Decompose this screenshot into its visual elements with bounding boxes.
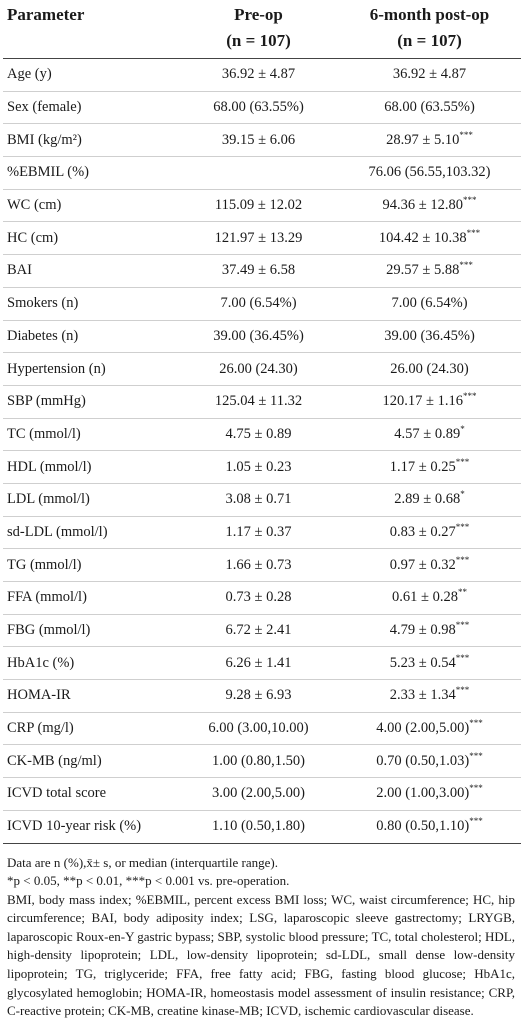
cell-postop-value: 68.00 (63.55%) — [384, 99, 475, 116]
table-row — [3, 647, 521, 680]
cell-postop — [338, 778, 521, 811]
cell-postop-value: 2.89 ± 0.68 — [394, 491, 461, 508]
significance-marker: * — [460, 489, 465, 500]
table-row — [3, 778, 521, 811]
cell-postop — [338, 712, 521, 745]
cell-parameter: HC (cm) — [3, 222, 179, 255]
table-row — [3, 222, 521, 255]
cell-postop-value: 5.23 ± 0.54 — [389, 654, 456, 671]
cell-postop — [338, 320, 521, 353]
header-preop-n: (n = 107) — [226, 31, 291, 50]
cell-parameter: FBG (mmol/l) — [3, 614, 179, 647]
cell-parameter: Age (y) — [3, 59, 179, 92]
table-body — [3, 59, 521, 844]
footnote-significance: *p < 0.05, **p < 0.01, ***p < 0.001 vs. pre-operation. — [7, 873, 290, 889]
cell-parameter: Hypertension (n) — [3, 353, 179, 386]
cell-preop: 7.00 (6.54%) — [179, 287, 338, 320]
header-preop-title: Pre-op — [234, 5, 283, 24]
cell-postop — [338, 189, 521, 222]
table-row — [3, 483, 521, 516]
cell-postop-value: 120.17 ± 1.16 — [382, 393, 463, 410]
cell-parameter: Smokers (n) — [3, 287, 179, 320]
significance-marker: *** — [462, 195, 477, 206]
table-row — [3, 418, 521, 451]
cell-postop — [338, 91, 521, 124]
header-postop — [338, 0, 521, 59]
significance-marker: *** — [455, 456, 470, 467]
cell-parameter: ICVD total score — [3, 778, 179, 811]
cell-postop-value: 7.00 (6.54%) — [391, 295, 468, 312]
cell-parameter: Sex (female) — [3, 91, 179, 124]
significance-marker: *** — [469, 750, 483, 761]
table-row — [3, 157, 521, 190]
cell-postop-value: 2.33 ± 1.34 — [389, 687, 456, 704]
cell-preop: 1.05 ± 0.23 — [179, 451, 338, 484]
cell-preop: 4.75 ± 0.89 — [179, 418, 338, 451]
cell-postop — [338, 255, 521, 288]
significance-marker: ** — [457, 587, 467, 598]
cell-parameter: TG (mmol/l) — [3, 549, 179, 582]
cell-postop-value: 1.17 ± 0.25 — [389, 458, 456, 475]
cell-postop-value: 0.97 ± 0.32 — [389, 556, 456, 573]
significance-marker: *** — [455, 554, 470, 565]
cell-postop — [338, 582, 521, 615]
cell-postop — [338, 745, 521, 778]
cell-postop-value: 0.80 (0.50,1.10) — [376, 818, 470, 835]
cell-postop-value: 94.36 ± 12.80 — [382, 197, 463, 214]
significance-marker: *** — [469, 718, 483, 729]
table-row — [3, 451, 521, 484]
cell-postop — [338, 451, 521, 484]
cell-postop-value: 39.00 (36.45%) — [384, 327, 475, 344]
cell-preop: 3.08 ± 0.71 — [179, 483, 338, 516]
cell-preop: 26.00 (24.30) — [179, 353, 338, 386]
cell-preop: 37.49 ± 6.58 — [179, 255, 338, 288]
table-row — [3, 614, 521, 647]
cell-postop-value: 2.00 (1.00,3.00) — [376, 785, 470, 802]
footnote-data-note: Data are n (%),x̄± s, or median (interquartile range). — [7, 854, 278, 870]
significance-marker: *** — [469, 816, 483, 827]
table-row — [3, 712, 521, 745]
cell-parameter: BAI — [3, 255, 179, 288]
table-row — [3, 287, 521, 320]
cell-postop-value: 104.42 ± 10.38 — [378, 229, 467, 246]
table-row — [3, 124, 521, 157]
cell-postop — [338, 647, 521, 680]
data-table — [3, 0, 521, 844]
table-row — [3, 189, 521, 222]
cell-preop: 39.15 ± 6.06 — [179, 124, 338, 157]
cell-postop-value: 36.92 ± 4.87 — [392, 66, 467, 83]
cell-preop: 6.00 (3.00,10.00) — [179, 712, 338, 745]
cell-parameter: SBP (mmHg) — [3, 385, 179, 418]
cell-parameter: LDL (mmol/l) — [3, 483, 179, 516]
cell-preop: 36.92 ± 4.87 — [179, 59, 338, 92]
cell-postop-value: 28.97 ± 5.10 — [386, 131, 460, 148]
cell-postop — [338, 222, 521, 255]
significance-marker: * — [460, 424, 465, 435]
cell-postop — [338, 59, 521, 92]
header-parameter: Parameter — [7, 5, 85, 24]
cell-parameter: Diabetes (n) — [3, 320, 179, 353]
table-footnotes — [3, 854, 521, 1021]
cell-postop-value: 29.57 ± 5.88 — [386, 262, 460, 279]
significance-marker: *** — [459, 129, 473, 140]
cell-preop: 1.00 (0.80,1.50) — [179, 745, 338, 778]
cell-postop — [338, 614, 521, 647]
significance-marker: *** — [455, 652, 470, 663]
cell-preop: 68.00 (63.55%) — [179, 91, 338, 124]
cell-preop: 9.28 ± 6.93 — [179, 680, 338, 713]
cell-postop — [338, 680, 521, 713]
significance-marker: *** — [466, 227, 481, 238]
cell-postop-value: 4.00 (2.00,5.00) — [376, 720, 470, 737]
cell-preop: 6.26 ± 1.41 — [179, 647, 338, 680]
cell-postop-value: 4.57 ± 0.89 — [394, 425, 461, 442]
footnote-abbreviations: BMI, body mass index; %EBMIL, percent excess BMI loss; WC, waist circumference; HC, hip circumference; BAI, body adiposity index; LSG, laparoscopic sleeve gastrectomy; LRYGB, laparoscopic Roux-en-Y gastric bypass; SBP, systolic blood pressure; TC, total cholesterol; HDL, high-density lipoprotein; LDL, low-density lipoprotein; sd-LDL, small dense low-density lipoprotein; TG, triglyceride; FFA, free fatty acid; FBG, fasting blood glucose; HbA1c, glycosylated hemoglobin; HOMA-IR, homeostasis model assessment of insulin resistance; CRP, C-reactive protein; CK-MB, creatine kinase-MB; ICVD, ischemic cardiovascular disease. — [7, 891, 515, 1019]
cell-parameter: CRP (mg/l) — [3, 712, 179, 745]
table-row — [3, 745, 521, 778]
header-preop — [179, 0, 338, 59]
significance-marker: *** — [469, 783, 483, 794]
cell-parameter: HbA1c (%) — [3, 647, 179, 680]
cell-parameter: ICVD 10-year risk (%) — [3, 810, 179, 843]
cell-postop-value: 0.70 (0.50,1.03) — [376, 752, 470, 769]
significance-marker: *** — [462, 391, 477, 402]
header-row — [3, 0, 521, 59]
table-row — [3, 680, 521, 713]
cell-parameter: BMI (kg/m²) — [3, 124, 179, 157]
cell-preop: 115.09 ± 12.02 — [179, 189, 338, 222]
table-row — [3, 320, 521, 353]
cell-preop: 121.97 ± 13.29 — [179, 222, 338, 255]
table-row — [3, 516, 521, 549]
significance-marker: *** — [455, 620, 470, 631]
table-row — [3, 385, 521, 418]
cell-postop — [338, 157, 521, 190]
table-row — [3, 91, 521, 124]
cell-parameter: CK-MB (ng/ml) — [3, 745, 179, 778]
table-row — [3, 353, 521, 386]
cell-postop — [338, 287, 521, 320]
cell-postop-value: 0.61 ± 0.28 — [392, 589, 458, 606]
cell-parameter: WC (cm) — [3, 189, 179, 222]
cell-preop: 0.73 ± 0.28 — [179, 582, 338, 615]
cell-postop — [338, 483, 521, 516]
significance-marker: *** — [455, 685, 470, 696]
table-row — [3, 549, 521, 582]
cell-postop — [338, 810, 521, 843]
cell-preop: 3.00 (2.00,5.00) — [179, 778, 338, 811]
cell-postop — [338, 124, 521, 157]
table-row — [3, 255, 521, 288]
cell-parameter: HDL (mmol/l) — [3, 451, 179, 484]
cell-preop: 6.72 ± 2.41 — [179, 614, 338, 647]
cell-postop — [338, 516, 521, 549]
cell-parameter: sd-LDL (mmol/l) — [3, 516, 179, 549]
cell-preop: 1.17 ± 0.37 — [179, 516, 338, 549]
significance-marker: *** — [455, 522, 470, 533]
table-header — [3, 0, 521, 59]
cell-postop — [338, 549, 521, 582]
cell-postop-value: 4.79 ± 0.98 — [389, 622, 456, 639]
table-row — [3, 810, 521, 843]
cell-postop — [338, 418, 521, 451]
cell-preop: 1.66 ± 0.73 — [179, 549, 338, 582]
cell-preop — [179, 157, 338, 190]
cell-postop — [338, 353, 521, 386]
table-row — [3, 582, 521, 615]
table-row — [3, 59, 521, 92]
cell-parameter: %EBMIL (%) — [3, 157, 179, 190]
header-postop-title: 6-month post-op — [369, 5, 490, 24]
header-postop-n: (n = 107) — [397, 31, 462, 50]
cell-parameter: FFA (mmol/l) — [3, 582, 179, 615]
cell-preop: 125.04 ± 11.32 — [179, 385, 338, 418]
cell-parameter: TC (mmol/l) — [3, 418, 179, 451]
cell-postop — [338, 385, 521, 418]
cell-postop-value: 0.83 ± 0.27 — [389, 523, 456, 540]
cell-postop-value: 76.06 (56.55,103.32) — [368, 164, 491, 181]
cell-preop: 1.10 (0.50,1.80) — [179, 810, 338, 843]
cell-preop: 39.00 (36.45%) — [179, 320, 338, 353]
cell-parameter: HOMA-IR — [3, 680, 179, 713]
cell-postop-value: 26.00 (24.30) — [390, 360, 469, 377]
significance-marker: *** — [459, 260, 473, 271]
